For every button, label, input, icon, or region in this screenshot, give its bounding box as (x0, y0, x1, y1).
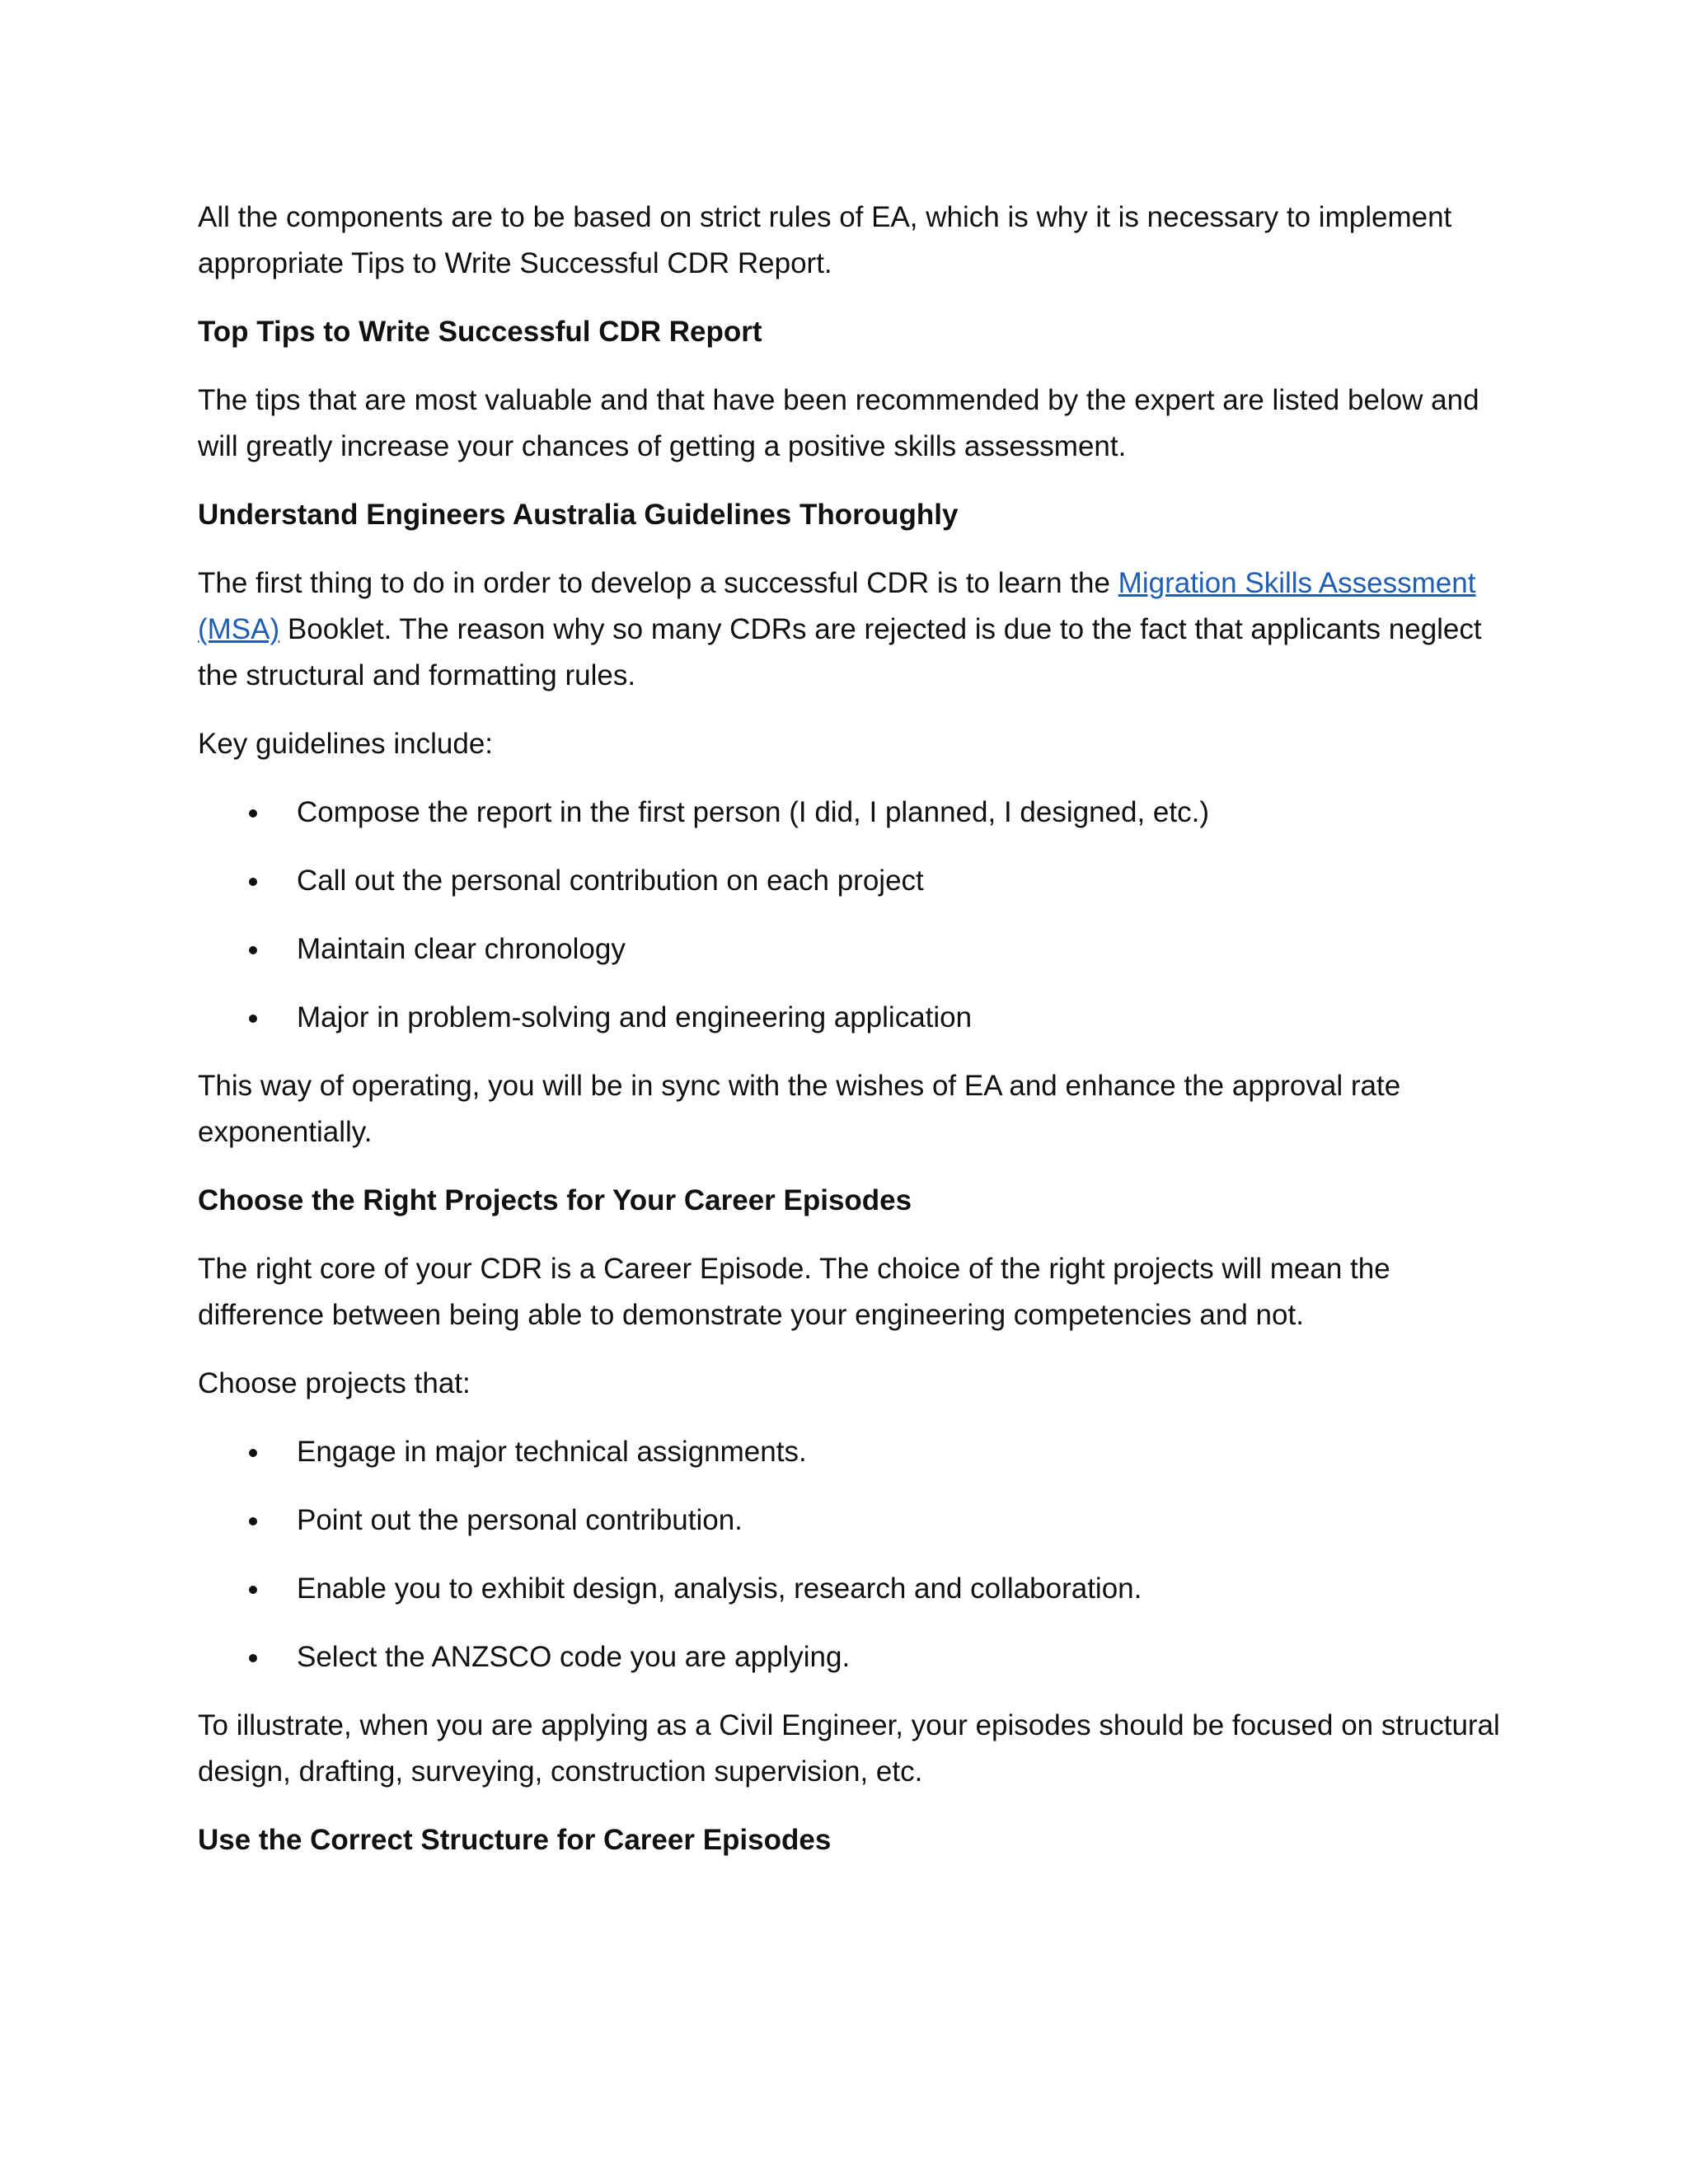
tips-paragraph: The tips that are most valuable and that have been recommended by the expert are listed below and will greatly increase your chances of getting a positive skills assessment. (198, 384, 1479, 462)
list-item-text: Compose the report in the first person (I did, I planned, I designed, etc.) (297, 796, 1209, 828)
bullet-icon (249, 1015, 257, 1023)
illustrate-paragraph: To illustrate, when you are applying as a Civil Engineer, your episodes should be focused on structural design, drafting, surveying, construction supervision, etc. (198, 1709, 1500, 1788)
list-item (198, 858, 1500, 904)
list-item (198, 995, 1500, 1041)
list-item-text: Maintain clear chronology (297, 933, 626, 965)
guidelines-paragraph (198, 560, 1500, 699)
list-item-text: Point out the personal contribution. (297, 1504, 743, 1536)
document-body (198, 194, 1500, 1886)
bullet-icon (249, 1586, 257, 1594)
bullet-icon (249, 809, 257, 818)
list-item (198, 790, 1500, 836)
list-item (198, 1429, 1500, 1475)
heading-guidelines: Understand Engineers Australia Guidelines Thoroughly (198, 499, 959, 531)
heading-projects: Choose the Right Projects for Your Career Episodes (198, 1184, 912, 1216)
guidelines-text-after-link: Booklet. The reason why so many CDRs are rejected is due to the fact that applicants neglect the structural and formatting rules. (198, 613, 1482, 691)
key-guidelines-list (198, 790, 1500, 1041)
choose-projects-label: Choose projects that: (198, 1367, 471, 1399)
msa-booklet-link[interactable]: Migration Skills Assessment (MSA) (198, 567, 1476, 645)
list-item-text: Select the ANZSCO code you are applying. (297, 1641, 851, 1673)
list-item (198, 1634, 1500, 1680)
projects-paragraph: The right core of your CDR is a Career Episode. The choice of the right projects will mean the difference between being able to demonstrate your engineering competencies and not. (198, 1253, 1390, 1331)
bullet-icon (249, 878, 257, 886)
bullet-icon (249, 1517, 257, 1526)
heading-top-tips: Top Tips to Write Successful CDR Report (198, 316, 762, 348)
list-item-text: Engage in major technical assignments. (297, 1436, 807, 1468)
list-item (198, 1497, 1500, 1544)
list-item (198, 1566, 1500, 1612)
list-item (198, 926, 1500, 972)
bullet-icon (249, 1654, 257, 1662)
key-guidelines-label: Key guidelines include: (198, 728, 494, 760)
sync-paragraph: This way of operating, you will be in sync with the wishes of EA and enhance the approval rate exponentially. (198, 1070, 1401, 1148)
list-item-text: Enable you to exhibit design, analysis, research and collaboration. (297, 1572, 1142, 1605)
intro-paragraph: All the components are to be based on strict rules of EA, which is why it is necessary to implement appropriate Tips to Write Successful CDR Report. (198, 201, 1452, 279)
list-item-text: Major in problem-solving and engineering application (297, 1001, 973, 1033)
list-item-text: Call out the personal contribution on each project (297, 865, 924, 897)
guidelines-text-before-link: The first thing to do in order to develop a successful CDR is to learn the (198, 567, 1118, 599)
bullet-icon (249, 1449, 257, 1457)
bullet-icon (249, 946, 257, 954)
project-criteria-list (198, 1429, 1500, 1680)
heading-structure: Use the Correct Structure for Career Episodes (198, 1824, 832, 1856)
